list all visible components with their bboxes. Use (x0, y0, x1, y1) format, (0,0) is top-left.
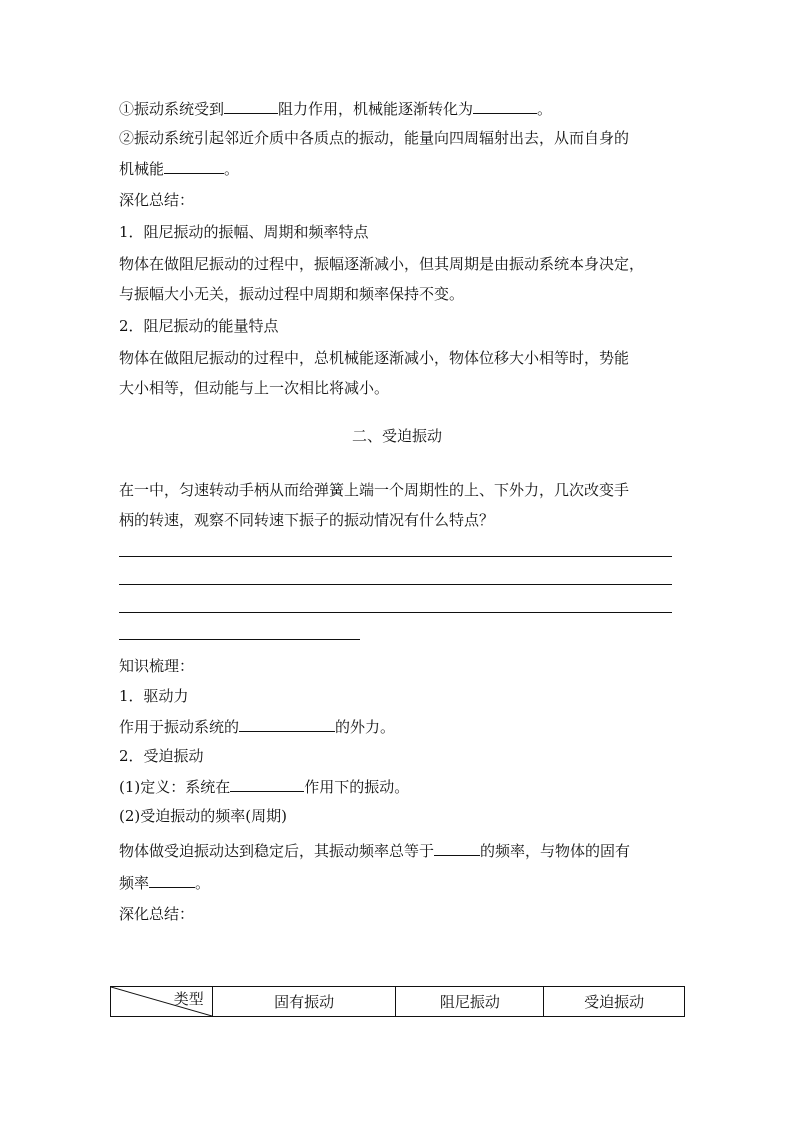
point-1-title: 1．阻尼振动的振幅、周期和频率特点 (119, 223, 369, 241)
point-2-text-line-2: 大小相等，但动能与上一次相比将减小。 (119, 379, 390, 397)
corner-label: 类型 (173, 990, 204, 1008)
answer-line[interactable] (119, 556, 672, 557)
fill-blank[interactable] (473, 98, 537, 114)
fill-blank[interactable] (164, 158, 224, 174)
column-header: 受迫振动 (544, 987, 685, 1017)
fill-blank[interactable] (224, 98, 278, 114)
damping-reason-1: ①振动系统受到 阻力作用，机械能逐渐转化为 。 (119, 100, 553, 118)
column-header: 阻尼振动 (396, 987, 544, 1017)
summary-heading: 深化总结： (119, 191, 195, 209)
table-corner-cell (111, 987, 213, 1017)
question-line-2: 柄的转速，观察不同转速下振子的振动情况有什么特点？ (119, 511, 495, 529)
summary-heading-2: 深化总结： (119, 905, 195, 923)
point-1-text-line-2: 与振幅大小无关，振动过程中周期和频率保持不变。 (119, 285, 465, 303)
column-header: 固有振动 (212, 987, 396, 1017)
comparison-table (110, 986, 685, 1017)
answer-line[interactable] (119, 584, 672, 585)
fill-blank[interactable] (239, 716, 335, 732)
answer-line[interactable] (119, 612, 672, 613)
damping-reason-2: ②振动系统引起邻近介质中各质点的振动，能量向四周辐射出去，从而自身的 (119, 129, 630, 147)
answer-line[interactable] (119, 639, 360, 640)
fill-blank[interactable] (230, 776, 304, 792)
definition-line: (1)定义：系统在 作用下的振动。 (119, 778, 410, 796)
fill-blank[interactable] (434, 840, 480, 856)
item-1-title: 1．驱动力 (119, 687, 189, 705)
frequency-text-line-1: 物体做受迫振动达到稳定后，其振动频率总等于 的频率，与物体的固有 (119, 842, 631, 860)
damping-reason-2-cont: 机械能 。 (119, 160, 240, 178)
frequency-text-line-2: 频率 。 (119, 874, 211, 892)
item-2-title: 2．受迫振动 (119, 747, 204, 765)
knowledge-heading: 知识梳理： (119, 657, 195, 675)
point-2-text-line-1: 物体在做阻尼振动的过程中，总机械能逐渐减小，物体位移大小相等时，势能 (119, 349, 630, 367)
table-header-row (111, 987, 685, 1017)
frequency-title: (2)受迫振动的频率(周期) (119, 807, 287, 825)
section-title: 二、受迫振动 (351, 427, 442, 445)
item-1-text: 作用于振动系统的 的外力。 (119, 718, 396, 736)
fill-blank[interactable] (149, 872, 195, 888)
point-1-text-line-1: 物体在做阻尼振动的过程中，振幅逐渐减小，但其周期是由振动系统本身决定， (119, 255, 645, 273)
question-line-1: 在一中，匀速转动手柄从而给弹簧上端一个周期性的上、下外力，几次改变手 (119, 481, 630, 499)
point-2-title: 2．阻尼振动的能量特点 (119, 317, 279, 335)
